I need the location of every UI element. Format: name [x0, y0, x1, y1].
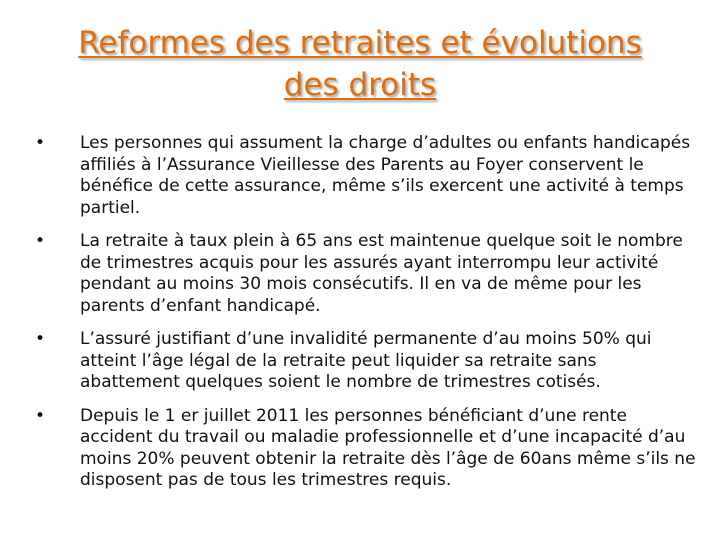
slide-title-line-2: des droits [283, 67, 437, 103]
bullet-dot-icon: • [34, 133, 46, 153]
slide-title [40, 22, 680, 106]
bullet-item [28, 329, 696, 394]
bullet-dot-icon: • [34, 329, 46, 349]
bullet-text: La retraite à taux plein à 65 ans est maintenue quelque soit le nombre de trimestres acquis pour les assurés ayant interrompu leur activité pendant au moins 30 mois consécutifs. Il en va de même pour les parents d’enfant handicapé. [80, 231, 683, 316]
slide-title-line-1: Reformes des retraites et évolutions [78, 25, 642, 61]
bullet-item [28, 231, 696, 317]
bullet-text: L’assuré justifiant d’une invalidité permanente d’au moins 50% qui atteint l’âge légal de la retraite peut liquider sa retraite sans abattement quelques soient le nombre de trimestres cotisés. [80, 329, 652, 392]
bullet-item [28, 406, 696, 492]
bullet-list [28, 133, 696, 504]
bullet-dot-icon: • [34, 405, 46, 426]
bullet-dot-icon: • [34, 231, 46, 251]
bullet-item [28, 133, 696, 219]
bullet-text: Les personnes qui assument la charge d’adultes ou enfants handicapés affiliés à l’Assurance Vieillesse des Parents au Foyer conservent le bénéfice de cette assurance, même s’ils exercent une activité à temps partiel. [80, 133, 691, 218]
bullet-text: Depuis le 1 er juillet 2011 les personnes bénéficiant d’une rente accident du travail ou maladie professionnelle et d’une incapacité d’au moins 20% peuvent obtenir la retraite dès l’âge de 60ans même s’ils ne disposent pas de tous les trimestres requis. [80, 405, 696, 490]
